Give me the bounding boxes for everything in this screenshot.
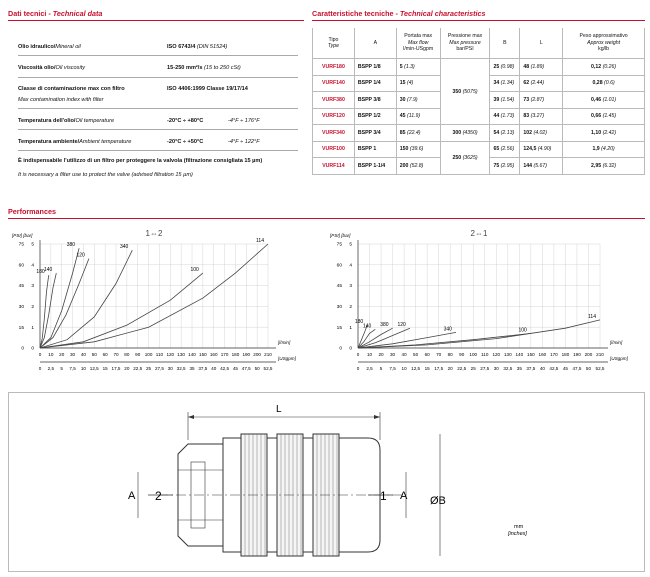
cell-l-in: (4.90): [537, 146, 552, 153]
table-header-row: [313, 28, 645, 59]
dati-row-oil-temp: [18, 118, 114, 124]
dati-label-en: Max contamination index with filter: [18, 97, 104, 103]
x-tick-label: 100: [144, 352, 153, 357]
psi-tick-label: 75: [18, 242, 24, 248]
dati-value-fahrenheit: -4°F ÷ 176°F: [228, 118, 260, 124]
col-a: [354, 28, 396, 59]
caratteristiche-title: [312, 9, 486, 18]
y-tick-label: 3: [349, 284, 352, 290]
cell-code: VURF340: [313, 125, 355, 142]
performances-divider: [8, 218, 645, 219]
usgpm-tick-label: 10: [401, 366, 407, 371]
col-tipo: [313, 28, 355, 59]
psi-tick-label: 15: [18, 325, 24, 331]
cell-a: BSPP 1/4: [357, 80, 381, 87]
cell-flow-us: (52.8): [409, 162, 424, 169]
dati-title-it: Dati tecnici -: [8, 9, 53, 18]
usgpm-tick-label: 45: [232, 366, 238, 371]
chart-title: 2⇔1: [470, 229, 488, 238]
y-tick-label: 1: [31, 325, 34, 331]
cell-flow: 30: [399, 96, 406, 103]
series-label-114: 114: [588, 313, 596, 320]
cell-a: BSPP 1/8: [357, 63, 381, 70]
col-pressione-label: Pressione max: [447, 33, 483, 40]
usgpm-axis-label: [USgpm]: [610, 356, 628, 361]
col-portata: [396, 28, 440, 59]
x-tick-label: 0: [38, 352, 42, 357]
dim-l-label: L: [276, 404, 282, 415]
cell-b-in: (0.98): [500, 63, 515, 70]
cell-flow: 85: [399, 129, 406, 136]
dati-value-viscosity: [167, 65, 241, 71]
x-tick-label: 150: [199, 352, 207, 357]
y-tick-label: 4: [349, 263, 352, 269]
usgpm-tick-label: 20: [447, 366, 453, 371]
dati-label-en: Oil temperature: [75, 118, 115, 124]
caratteristiche-title-en: Technical characteristics: [399, 9, 486, 18]
dati-label: Temperatura ambiente/: [18, 139, 80, 145]
col-portata-label: Portata max: [404, 33, 433, 40]
cell-l-in: (1.89): [530, 63, 545, 70]
series-label-114: 114: [256, 238, 264, 244]
dati-value: ISO 6743/4: [167, 44, 197, 50]
dati-divider: [8, 20, 304, 21]
usgpm-tick-label: 15: [102, 366, 108, 371]
cell-flow-us: (22.4): [406, 129, 421, 136]
x-tick-label: 130: [177, 352, 185, 357]
x-tick-label: 80: [447, 352, 453, 357]
cell-l-in: (3.27): [530, 113, 545, 120]
x-tick-label: 160: [538, 352, 547, 357]
x-tick-label: 130: [503, 352, 512, 357]
usgpm-tick-label: 20: [124, 366, 130, 371]
col-peso: [563, 28, 645, 59]
series-label-120: 120: [76, 252, 85, 259]
usgpm-tick-label: 42,5: [220, 366, 230, 371]
unit-inches: [inches]: [508, 531, 527, 537]
cell-code: VURF114: [313, 158, 355, 175]
cell-l-in: (2.87): [530, 96, 545, 103]
x-tick-label: 50: [413, 352, 419, 357]
x-tick-label: 210: [264, 352, 272, 357]
series-label-140: 140: [362, 323, 372, 330]
cell-a: BSPP 1: [357, 146, 377, 153]
y-tick-label: 2: [31, 305, 34, 310]
x-tick-label: 80: [124, 352, 130, 357]
usgpm-tick-label: 47,5: [572, 366, 582, 371]
usgpm-tick-label: 50: [254, 366, 260, 371]
usgpm-tick-label: 52,5: [595, 366, 605, 371]
cell-l: 102: [523, 129, 533, 136]
cell-l: 144: [523, 162, 533, 169]
usgpm-tick-label: 5: [379, 366, 383, 371]
cell-b: 25: [493, 63, 500, 70]
dati-label-en: Ambient temperature: [79, 139, 132, 145]
usgpm-tick-label: 17,5: [434, 366, 444, 371]
series-label-380: 380: [380, 322, 389, 329]
cell-l: 83: [523, 113, 530, 120]
series-label-340: 340: [119, 244, 129, 251]
dati-row-divider: [18, 77, 298, 78]
x-tick-label: 20: [59, 352, 65, 357]
usgpm-tick-label: 30: [167, 366, 173, 371]
dati-filter-note: È indispensabile l'utilizzo di un filtro per proteggere la valvola (filtrazione consigliata 15 µm): [18, 158, 263, 164]
y-tick-label: 0: [349, 346, 352, 352]
caratteristiche-divider: [312, 20, 645, 21]
x-tick-label: 180: [231, 352, 240, 357]
cell-a: BSPP 3/8: [357, 96, 381, 103]
cell-l: 73: [523, 96, 530, 103]
dati-value: 15-250 mm²/s: [167, 65, 205, 71]
usgpm-tick-label: 7,5: [69, 366, 76, 371]
cell-flow: 200: [399, 162, 409, 169]
cell-flow-us: (39.6): [409, 146, 424, 153]
x-tick-label: 140: [515, 352, 524, 357]
series-label-380: 380: [66, 242, 76, 249]
cell-weight: 0,46: [591, 96, 602, 103]
dati-value-en: (15 to 250 cSt): [204, 65, 241, 71]
cell-l: 124,5: [523, 146, 537, 153]
psi-tick-label: 15: [336, 325, 342, 331]
dati-label-en: Oil viscosity: [55, 65, 86, 71]
cell-b: 75: [493, 162, 500, 169]
col-pressione-unit: bar/PSI: [456, 46, 474, 53]
col-portata-en: Max flow: [407, 39, 429, 46]
x-tick-label: 200: [584, 352, 593, 357]
cell-pressure-psi: (3625): [462, 154, 478, 161]
series-label-140: 140: [43, 267, 53, 274]
table-row: [313, 59, 645, 76]
dati-row-ambient-temp: [18, 139, 131, 145]
cell-code: VURF100: [313, 141, 355, 158]
col-b: [490, 28, 520, 59]
dati-row-divider: [18, 55, 298, 56]
usgpm-axis-label: [USgpm]: [278, 356, 296, 361]
cell-pressure-psi: (4350): [462, 129, 478, 136]
x-tick-label: 160: [209, 352, 218, 357]
x-tick-label: 70: [113, 352, 119, 357]
x-tick-label: 60: [424, 352, 430, 357]
series-label-340: 340: [443, 326, 452, 333]
psi-tick-label: 0: [21, 346, 24, 352]
usgpm-tick-label: 22,5: [133, 366, 143, 371]
cell-flow-us: (4): [406, 80, 414, 87]
cell-b: 65: [493, 146, 500, 153]
dati-row-divider: [18, 108, 298, 109]
col-b-label: B: [503, 39, 507, 46]
x-tick-label: 40: [401, 352, 407, 357]
dati-value-oil: [167, 44, 227, 50]
x-tick-label: 0: [356, 352, 360, 357]
performance-chart-2to1: [318, 222, 648, 382]
usgpm-tick-label: 35: [516, 366, 522, 371]
usgpm-tick-label: 32,5: [176, 366, 186, 371]
dati-value-contamination: [167, 86, 248, 92]
cell-b: 54: [493, 129, 500, 136]
characteristics-table: [312, 28, 645, 175]
x-axis-label: [l/min]: [278, 340, 291, 345]
x-tick-label: 210: [596, 352, 604, 357]
usgpm-tick-label: 5: [60, 366, 63, 371]
dati-value-fahrenheit: -4°F ÷ 122°F: [228, 139, 260, 145]
dati-label-en: Mineral oil: [55, 44, 81, 50]
dati-label: Viscosità olio/: [18, 65, 56, 71]
cell-pressure: 250: [452, 154, 462, 161]
col-l: [520, 28, 563, 59]
x-tick-label: 170: [220, 352, 229, 357]
x-tick-label: 120: [492, 352, 501, 357]
cell-weight-lb: (6.32): [602, 162, 617, 169]
y-tick-label: 1: [349, 325, 352, 331]
cell-b: 44: [493, 113, 500, 120]
col-a-label: A: [373, 39, 378, 46]
cell-l-in: (5.67): [533, 162, 548, 169]
cell-weight: 0,66: [591, 113, 602, 120]
cell-flow-us: (7.9): [406, 96, 418, 103]
dati-row-oil: [18, 44, 81, 50]
cell-weight-lb: (4.20): [601, 146, 615, 153]
usgpm-tick-label: 50: [585, 366, 592, 371]
x-tick-label: 180: [561, 352, 570, 357]
port-1-label: 1: [380, 489, 387, 503]
col-peso-en: Approx weight: [587, 39, 621, 46]
usgpm-tick-label: 27,5: [154, 366, 164, 371]
usgpm-tick-label: 0: [38, 366, 42, 371]
cell-flow-us: (11.9): [406, 113, 421, 120]
cell-weight: 1,10: [591, 129, 602, 136]
cell-pressure-psi: (5075): [462, 88, 478, 95]
x-tick-label: 110: [481, 352, 489, 357]
cell-code: VURF120: [313, 108, 355, 125]
usgpm-tick-label: 32,5: [503, 366, 513, 371]
col-type-label: Type: [327, 43, 340, 49]
x-tick-label: 100: [469, 352, 478, 357]
dim-a-right-label: A: [400, 490, 408, 502]
x-tick-label: 10: [366, 352, 373, 357]
cell-b: 39: [493, 96, 500, 103]
x-tick-label: 90: [459, 352, 465, 357]
col-pressione: [440, 28, 490, 59]
dati-row-contamination: [18, 86, 125, 92]
usgpm-tick-label: 37,5: [198, 366, 208, 371]
x-tick-label: 150: [527, 352, 535, 357]
y-tick-label: 4: [31, 263, 34, 269]
cell-l-in: (4.02): [533, 129, 548, 136]
port-2-label: 2: [155, 489, 162, 503]
x-tick-label: 200: [253, 352, 261, 357]
usgpm-tick-label: 15: [424, 366, 430, 371]
x-tick-label: 30: [390, 352, 396, 357]
cell-flow: 15: [399, 80, 406, 87]
chart-title: 1⇔2: [145, 229, 163, 238]
x-tick-label: 110: [155, 352, 164, 357]
dati-label: Classe di contaminazione max con filtro: [18, 86, 125, 92]
x-tick-label: 190: [573, 352, 581, 357]
cell-l: 62: [523, 80, 530, 87]
dati-value-ambient-temp: [167, 139, 203, 145]
cell-weight-lb: (1.45): [602, 113, 617, 120]
dati-label: Olio idraulico/: [18, 44, 56, 50]
series-label-180: 180: [354, 319, 364, 326]
y-tick-label: 5: [349, 242, 352, 248]
y-tick-label: 5: [31, 242, 34, 248]
dati-row-viscosity: [18, 65, 85, 71]
valve-drawing: [8, 392, 645, 572]
x-tick-label: 120: [166, 352, 175, 357]
series-label-120: 120: [397, 322, 406, 329]
usgpm-tick-label: 2,5: [47, 366, 55, 371]
caratteristiche-title-it: Caratteristiche tecniche -: [312, 9, 400, 18]
x-axis-label: [l/min]: [610, 340, 623, 345]
psi-tick-label: 60: [336, 263, 342, 269]
cell-b-in: (1.73): [500, 113, 515, 120]
usgpm-tick-label: 47,5: [241, 366, 251, 371]
cell-weight-lb: (0.6): [604, 80, 615, 87]
series-label-100: 100: [190, 267, 199, 274]
y-tick-label: 3: [31, 284, 34, 290]
usgpm-tick-label: 2,5: [366, 366, 373, 371]
usgpm-tick-label: 7,5: [389, 366, 396, 371]
dati-value-oil-temp: [167, 118, 203, 124]
y-tick-label: 2: [349, 305, 352, 310]
cell-b-in: (1.54): [500, 96, 515, 103]
series-line-100: [40, 273, 203, 348]
col-pressione-en: Max pressure: [449, 39, 481, 46]
cell-b-in: (2.13): [500, 129, 515, 136]
usgpm-tick-label: 52,5: [263, 366, 273, 371]
x-tick-label: 50: [91, 352, 97, 357]
usgpm-tick-label: 45: [562, 366, 568, 371]
dim-a-left-label: A: [128, 490, 136, 502]
cell-l: 48: [523, 63, 530, 70]
x-tick-label: 60: [102, 352, 108, 357]
dati-value: ISO 4406:1999 Classe 19/17/14: [167, 86, 248, 92]
y-axis-label: [PSI] [bar]: [330, 233, 351, 238]
x-tick-label: 70: [436, 352, 442, 357]
psi-tick-label: 75: [336, 242, 342, 248]
dati-row-divider: [18, 129, 298, 130]
x-tick-label: 40: [80, 352, 86, 357]
usgpm-tick-label: 40: [211, 366, 217, 371]
dati-title-en: Technical data: [52, 9, 103, 18]
usgpm-tick-label: 10: [80, 366, 86, 371]
table-row: [313, 125, 645, 142]
dati-row-divider: [18, 150, 298, 151]
psi-tick-label: 0: [339, 346, 342, 352]
cell-b: 34: [493, 80, 500, 87]
cell-weight: 1,9: [592, 146, 600, 153]
x-tick-label: 30: [70, 352, 76, 357]
unit-mm: mm: [514, 524, 524, 530]
usgpm-tick-label: 0: [356, 366, 360, 371]
x-tick-label: 90: [135, 352, 141, 357]
usgpm-tick-label: 12,5: [89, 366, 99, 371]
cell-pressure: 300: [452, 129, 462, 136]
psi-tick-label: 45: [18, 284, 24, 290]
cell-weight-lb: (0.26): [602, 63, 617, 70]
usgpm-tick-label: 17,5: [111, 366, 121, 371]
cell-flow: 45: [399, 113, 406, 120]
cell-flow: 5: [399, 63, 403, 70]
dati-value: -20°C ÷ +80°C: [167, 118, 204, 124]
dati-filter-note-en: It is necessary a filter use to protect the valve (advised filtration 15 µm): [18, 172, 193, 178]
x-tick-label: 190: [242, 352, 251, 357]
cell-a: BSPP 1-1/4: [357, 162, 386, 169]
col-peso-label: Peso approssimativo: [579, 33, 628, 40]
psi-tick-label: 60: [18, 263, 24, 269]
cell-a: BSPP 3/4: [357, 129, 381, 136]
dim-b-label: ØB: [430, 495, 446, 507]
cell-weight: 0,12: [591, 63, 602, 70]
usgpm-tick-label: 12,5: [411, 366, 421, 371]
usgpm-tick-label: 35: [189, 366, 195, 371]
x-tick-label: 10: [48, 352, 54, 357]
usgpm-tick-label: 40: [539, 366, 545, 371]
series-label-180: 180: [36, 269, 45, 276]
y-axis-label: [PSI] [bar]: [12, 233, 33, 238]
cell-b-in: (2.56): [500, 146, 515, 153]
cell-l-in: (2.44): [530, 80, 545, 87]
col-portata-unit: l/min-USgpm: [403, 46, 434, 53]
cell-flow-us: (1.3): [404, 63, 415, 70]
x-tick-label: 20: [378, 352, 384, 357]
usgpm-tick-label: 25: [470, 366, 476, 371]
performance-chart-1to2: [0, 222, 320, 382]
usgpm-tick-label: 27,5: [480, 366, 490, 371]
cell-code: VURF380: [313, 92, 355, 109]
cell-pressure: 350: [452, 88, 462, 95]
series-line-100: [358, 333, 531, 348]
col-l-label: L: [539, 39, 543, 46]
table-row: [313, 141, 645, 158]
y-tick-label: 0: [31, 346, 34, 352]
dati-label: Temperatura dell'olio/: [18, 118, 76, 124]
cell-code: VURF140: [313, 75, 355, 92]
cell-weight-lb: (2.42): [602, 129, 617, 136]
dati-value-en: (DIN 51524): [196, 44, 228, 50]
cell-flow: 150: [399, 146, 409, 153]
x-tick-label: 170: [550, 352, 558, 357]
psi-tick-label: 30: [18, 305, 24, 310]
cell-b-in: (1.34): [500, 80, 515, 87]
col-peso-unit: kg/lb: [598, 46, 610, 53]
col-tipo-label: Tipo: [328, 36, 339, 43]
performances-title: Performances: [8, 207, 56, 216]
usgpm-tick-label: 30: [493, 366, 499, 371]
cell-b-in: (2.95): [500, 162, 515, 169]
cell-code: VURF180: [313, 59, 355, 76]
usgpm-tick-label: 42,5: [549, 366, 559, 371]
series-label-100: 100: [518, 327, 527, 334]
psi-tick-label: 30: [336, 305, 342, 310]
dati-tecnici-title: [8, 9, 102, 18]
usgpm-tick-label: 37,5: [526, 366, 536, 371]
cell-weight-lb: (1.01): [602, 96, 617, 103]
cell-weight: 0,28: [592, 80, 603, 87]
x-tick-label: 140: [188, 352, 196, 357]
psi-tick-label: 45: [336, 284, 342, 290]
cell-weight: 2,95: [591, 162, 602, 169]
dati-value: -20°C ÷ +50°C: [167, 139, 204, 145]
usgpm-tick-label: 22,5: [457, 366, 467, 371]
cell-a: BSPP 1/2: [357, 113, 381, 120]
usgpm-tick-label: 25: [146, 366, 152, 371]
